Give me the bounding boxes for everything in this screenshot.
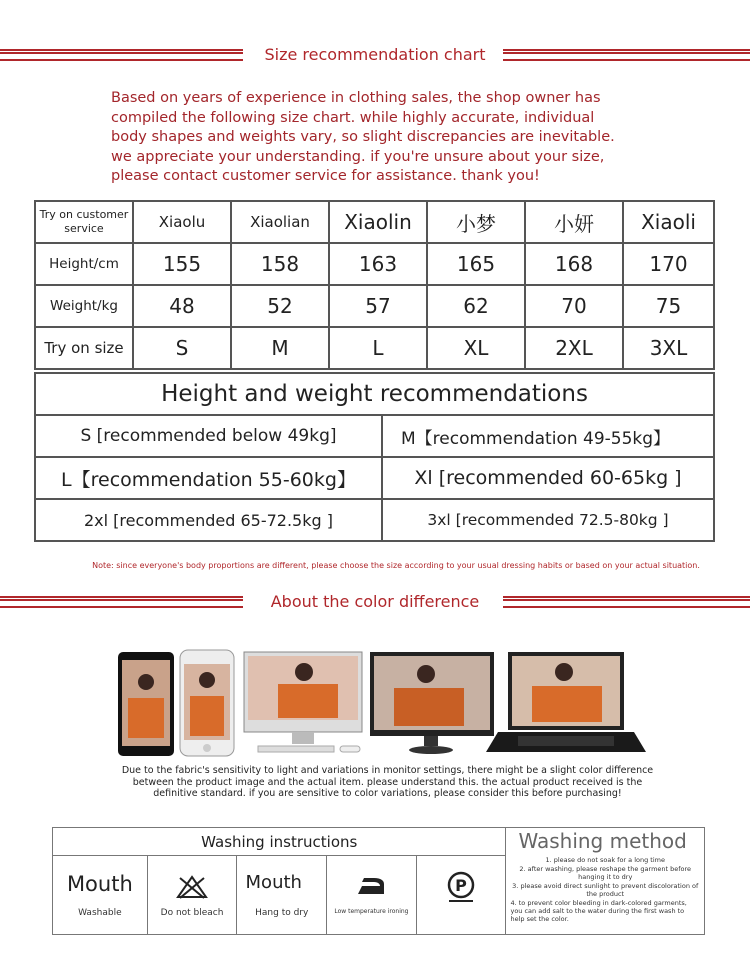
recommendation-item: Xl [recommended 60-65kg ] (382, 457, 714, 499)
size-value: L (329, 327, 427, 369)
right-stripe (503, 596, 750, 608)
recommendation-item: 3xl [recommended 72.5-80kg ] (382, 499, 714, 541)
washing-title: Washing instructions (53, 828, 506, 856)
color-difference-title: About the color difference (270, 592, 480, 611)
model-name: Xiaoli (623, 201, 714, 243)
wash-label: Washable (78, 908, 122, 918)
size-value: 3XL (623, 327, 714, 369)
height-value: 158 (231, 243, 329, 285)
color-difference-note: Due to the fabric's sensitivity to light and variations in monitor settings, there might be a slight color difference between the product image and the actual item. please understand this. the actual product received is the definitive standard. if you are sensitive to color variations, please consider this before purchasing! (121, 765, 654, 799)
row-label: Height/cm (35, 243, 133, 285)
monitor-icon (370, 652, 494, 754)
height-value: 163 (329, 243, 427, 285)
wash-label: Hang to dry (255, 908, 309, 918)
right-stripe (503, 49, 750, 61)
recommendation-item: 2xl [recommended 65-72.5kg ] (35, 499, 382, 541)
size-value: 2XL (525, 327, 623, 369)
imac-icon (244, 652, 362, 752)
model-name: Xiaolin (329, 201, 427, 243)
size-row (35, 327, 714, 369)
size-table (34, 200, 715, 370)
weight-value: 70 (525, 285, 623, 327)
washing-method-list (506, 854, 704, 926)
wash-cell-washable (53, 856, 148, 935)
wash-cell-no-bleach (147, 856, 237, 935)
device-lineup-image (118, 648, 648, 758)
model-name: 小梦 (427, 201, 525, 243)
height-value: 170 (623, 243, 714, 285)
recommendation-item: L【recommendation 55-60kg】 (35, 457, 382, 499)
wash-label: Low temperature ironing (334, 908, 409, 915)
phone-white-icon (180, 650, 234, 756)
size-chart-intro: Based on years of experience in clothing sales, the shop owner has compiled the following size chart. while highly accurate, individual body shapes and weights vary, so slight discrepancies are inevitable. we appreciate your understanding. if you're unsure about your size, please contact customer service for assistance. thank you! (111, 90, 615, 184)
size-value: M (231, 327, 329, 369)
iron-low-icon (354, 874, 388, 898)
washing-table (52, 827, 705, 935)
recommendation-title: Height and weight recommendations (35, 373, 714, 415)
height-value: 155 (133, 243, 231, 285)
recommendation-table (34, 372, 715, 542)
size-value: S (133, 327, 231, 369)
header-label: Try on customer service (35, 201, 133, 243)
recommendation-item: M【recommendation 49-55kg】 (382, 415, 714, 457)
size-note: Note: since everyone's body proportions are different, please choose the size according to your usual dressing habits or based on your actual situation. (92, 561, 700, 570)
height-row (35, 243, 714, 285)
size-table-header-row (35, 201, 714, 243)
wash-cell-hang-dry (237, 856, 327, 935)
method-item: 2. after washing, please reshape the garment before hanging it to dry (519, 865, 692, 881)
svg-text:P: P (454, 876, 467, 895)
row-label: Weight/kg (35, 285, 133, 327)
weight-value: 57 (329, 285, 427, 327)
method-item: 4. to prevent color bleeding in dark-colored garments, you can add salt to the water during the first wash to help set the color. (510, 899, 687, 923)
recommendation-item: S [recommended below 49kg] (35, 415, 382, 457)
phone-black-icon (118, 652, 174, 756)
row-label: Try on size (35, 327, 133, 369)
washing-method-cell (506, 828, 705, 935)
washing-method-title: Washing method (518, 829, 687, 853)
wash-cell-iron (327, 856, 417, 935)
wash-cell-dry-clean (416, 856, 506, 935)
height-value: 165 (427, 243, 525, 285)
dry-clean-p-icon (444, 870, 478, 904)
size-chart-header (0, 43, 750, 67)
model-name: Xiaolu (133, 201, 231, 243)
color-difference-header (0, 590, 750, 614)
size-value: XL (427, 327, 525, 369)
method-item: 1. please do not soak for a long time (545, 856, 665, 864)
height-value: 168 (525, 243, 623, 285)
laptop-icon (486, 652, 646, 752)
weight-value: 62 (427, 285, 525, 327)
no-bleach-icon (175, 874, 209, 900)
weight-value: 52 (231, 285, 329, 327)
wash-label: Do not bleach (160, 908, 224, 918)
wash-symbol-text: Mouth (245, 872, 302, 893)
wash-symbol-text: Mouth (66, 872, 133, 896)
method-item: 3. please avoid direct sunlight to prevent discoloration of the product (512, 882, 699, 898)
weight-value: 75 (623, 285, 714, 327)
model-name: Xiaolian (231, 201, 329, 243)
weight-row (35, 285, 714, 327)
size-chart-title: Size recommendation chart (264, 45, 486, 64)
weight-value: 48 (133, 285, 231, 327)
model-name: 小妍 (525, 201, 623, 243)
